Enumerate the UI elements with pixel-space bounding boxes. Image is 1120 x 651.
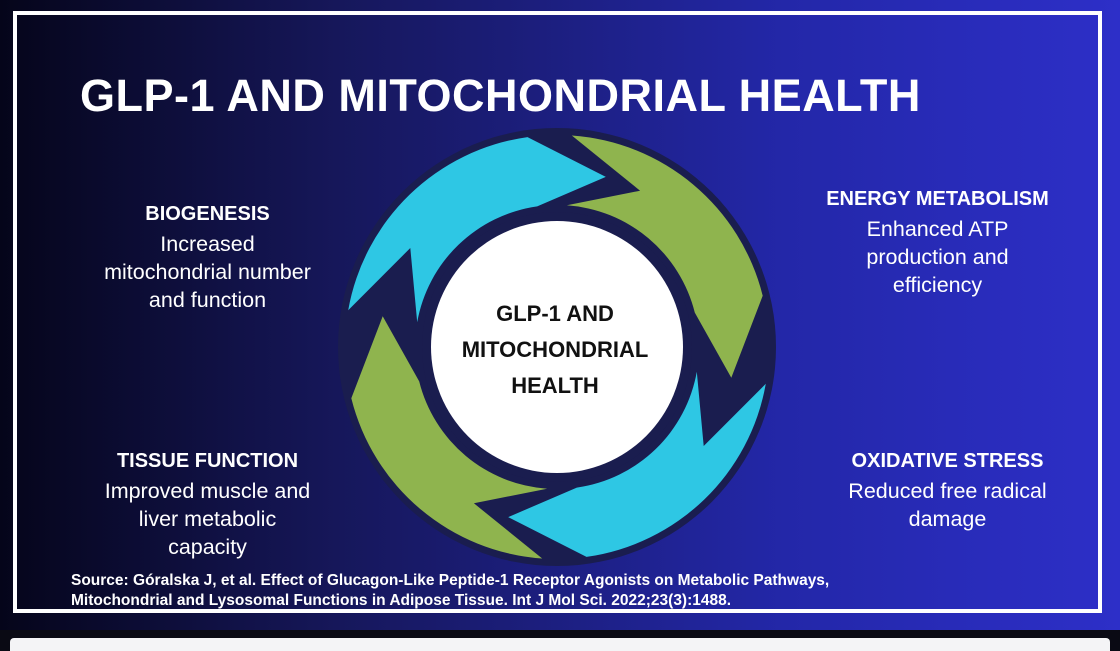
source-citation	[71, 571, 1081, 611]
source-line-1: Source: Góralska J, et al. Effect of Glucagon-Like Peptide-1 Receptor Agonists on Metabolic Pathways,	[71, 572, 830, 589]
energy-metabolism-text: Enhanced ATP production and efficiency	[866, 217, 1009, 297]
slide-title: GLP-1 AND MITOCHONDRIAL HEALTH	[80, 70, 921, 121]
tissue-function-block	[70, 450, 345, 561]
tissue-function-text: Improved muscle and liver metabolic capacity	[104, 479, 311, 559]
biogenesis-text: Increased mitochondrial number and function	[104, 232, 311, 312]
energy-metabolism-heading: ENERGY METABOLISM	[826, 188, 1049, 210]
oxidative-stress-block	[805, 450, 1090, 533]
biogenesis-block	[70, 203, 345, 314]
center-label	[435, 296, 675, 404]
energy-metabolism-block	[795, 188, 1080, 299]
tissue-function-heading: TISSUE FUNCTION	[116, 450, 299, 472]
center-label-line-1: GLP-1 AND	[496, 301, 614, 326]
next-panel-edge	[10, 638, 1110, 651]
center-label-line-3: HEALTH	[511, 373, 599, 398]
oxidative-stress-text: Reduced free radical damage	[848, 479, 1047, 531]
oxidative-stress-heading: OXIDATIVE STRESS	[851, 450, 1044, 472]
center-label-line-2: MITOCHONDRIAL	[461, 337, 649, 362]
source-line-2: Mitochondrial and Lysosomal Functions in Adipose Tissue. Int J Mol Sci. 2022;23(3):1488.	[71, 592, 732, 609]
bottom-strip	[0, 630, 1120, 651]
biogenesis-heading: BIOGENESIS	[145, 203, 270, 225]
